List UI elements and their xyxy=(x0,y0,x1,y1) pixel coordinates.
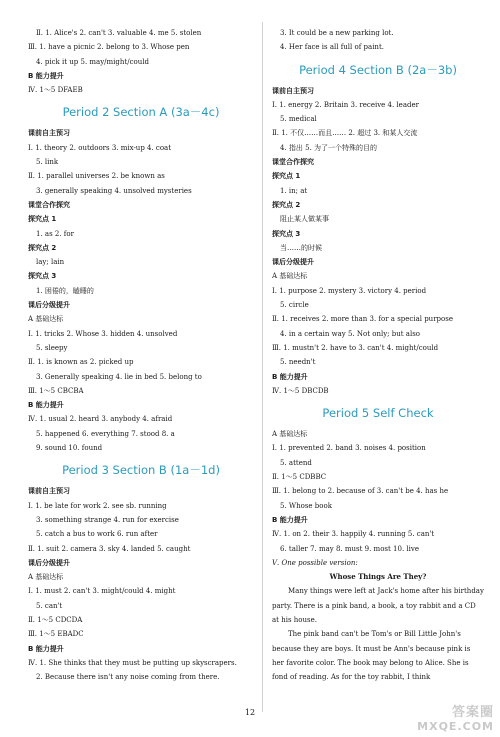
section-label: 探究点 2 xyxy=(28,243,57,252)
section-label: B 能力提升 xyxy=(272,515,308,524)
answer-line: Ⅱ. 1. is known as 2. picked up xyxy=(28,358,134,367)
answer-line: Ⅰ. 1. prevented 2. band 3. noises 4. position xyxy=(272,444,426,453)
answer-line: Ⅳ. 1～5 DBCDB xyxy=(272,386,329,395)
answer-line: 1. 困倦的，瞌睡的 xyxy=(36,286,94,295)
answer-line: Ⅱ. 1. suit 2. camera 3. sky 4. landed 5. caught xyxy=(28,544,191,553)
answer-line: A 基础达标 xyxy=(28,573,64,582)
answer-line: Whose Things Are They? xyxy=(329,572,427,582)
answer-line: Ⅱ. 1～5 CDBBC xyxy=(272,473,327,482)
answer-line: Ⅲ. 1. mustn't 2. have to 3. can't 4. might/could xyxy=(272,343,439,352)
answer-line: 5. sleepy xyxy=(36,343,68,352)
section-label: 课堂合作探究 xyxy=(28,200,70,209)
answer-line: Ⅱ. 1. receives 2. more than 3. for a special purpose xyxy=(272,315,453,324)
column-divider xyxy=(262,22,263,712)
answer-line: 2. Because there isn't any noise coming from there. xyxy=(36,673,220,682)
answer-line: 4. in a certain way 5. Not only; but also xyxy=(280,329,421,338)
section-label: 探究点 3 xyxy=(272,229,301,238)
section-heading: Period 4 Section B (2a－3b) xyxy=(299,62,457,77)
site-watermark xyxy=(417,701,494,733)
answer-line: A 基础达标 xyxy=(272,272,308,281)
watermark-top: 答案圈 xyxy=(451,705,494,720)
section-label: 课后分级提升 xyxy=(28,558,70,567)
answer-line: 4. 指出 5. 为了一个特殊的目的 xyxy=(280,143,378,152)
answer-line: 5. can't xyxy=(36,601,63,610)
essay-paragraph: The pink band can't be Tom's or Bill Little John's because they are boys. It must be Ann's because pink is her favorite color. The book may belong to Alice. She is fond of reading. As for the toy rabbit, I think xyxy=(272,630,471,682)
section-label: 课后分级提升 xyxy=(272,258,314,267)
answer-line: Ⅰ. 1. be late for work 2. see sb. running xyxy=(28,501,167,510)
section-label: 探究点 3 xyxy=(28,272,57,281)
section-label: 课前自主预习 xyxy=(272,86,314,95)
section-label: 课前自主预习 xyxy=(28,487,70,496)
answer-line: Ⅱ. 1. 不仅……而且…… 2. 超过 3. 和某人交流 xyxy=(272,129,418,138)
answer-line: 5. catch a bus to work 6. run after xyxy=(36,530,158,539)
answer-line: Ⅳ. 1. usual 2. heard 3. anybody 4. afraid xyxy=(28,415,173,424)
answer-line: Ⅰ. 1. theory 2. outdoors 3. mix-up 4. coat xyxy=(28,143,172,152)
page-number: 12 xyxy=(244,708,256,717)
answer-line: Ⅱ. 1. Alice's 2. can't 3. valuable 4. me 5. stolen xyxy=(36,29,202,37)
answer-line: 1. as 2. for xyxy=(36,229,74,238)
section-heading: Period 5 Self Check xyxy=(322,406,434,421)
left-column xyxy=(28,26,254,684)
answer-line: 3. something strange 4. run for exercise xyxy=(36,515,179,524)
answer-line: Ⅰ. 1. energy 2. Britain 3. receive 4. leader xyxy=(272,100,419,109)
answer-line: A 基础达标 xyxy=(28,315,64,324)
answer-line: Ⅲ. 1～5 CBCBA xyxy=(28,386,84,395)
answer-line: Ⅳ. 1. on 2. their 3. happily 4. running 5. can't xyxy=(272,530,435,539)
answer-line: Ⅲ. 1～5 EBADC xyxy=(28,630,84,639)
answer-line: 5. link xyxy=(36,158,59,167)
section-label: B 能力提升 xyxy=(272,372,308,381)
answer-line: Ⅲ. 1. have a picnic 2. belong to 3. Whose pen xyxy=(28,43,190,52)
answer-line: Ⅳ. 1～5 DFAEB xyxy=(28,86,83,95)
answer-line: 4. pick it up 5. may/might/could xyxy=(36,57,149,66)
section-label: 探究点 1 xyxy=(28,215,57,224)
answer-line: 当……的时候 xyxy=(280,243,322,252)
answer-line: lay; lain xyxy=(36,258,65,267)
section-label: 探究点 1 xyxy=(272,172,301,181)
answer-line: A 基础达标 xyxy=(272,430,308,439)
answer-line: 3. Generally speaking 4. lie in bed 5. belong to xyxy=(36,372,202,381)
essay-paragraph: Many things were left at Jack's home after his birthday party. There is a pink band, a book, a toy rabbit and a CD at his house. xyxy=(272,587,484,624)
answer-line: Ⅱ. 1. parallel universes 2. be known as xyxy=(28,172,165,181)
answer-line: Ⅰ. 1. purpose 2. mystery 3. victory 4. period xyxy=(272,286,427,295)
right-column xyxy=(272,26,484,684)
answer-line: 5. attend xyxy=(280,458,312,467)
section-label: 探究点 2 xyxy=(272,200,301,209)
section-label: B 能力提升 xyxy=(28,644,64,653)
section-label: 课堂合作探究 xyxy=(272,158,314,167)
answer-line: Ⅴ. One possible version: xyxy=(272,558,358,567)
answer-line: 4. Her face is all full of paint. xyxy=(280,43,384,52)
answer-line: 阻止某人做某事 xyxy=(280,215,329,224)
answer-line: Ⅲ. 1. belong to 2. because of 3. can't be 4. has he xyxy=(272,487,449,496)
answer-line: Ⅳ. 1. She thinks that they must be putting up skyscrapers. xyxy=(28,658,237,667)
answer-line: 3. It could be a new parking lot. xyxy=(280,29,394,37)
answer-line: 1. in; at xyxy=(280,186,308,195)
answer-line: 5. needn't xyxy=(280,358,316,367)
answer-line: 5. happened 6. everything 7. stood 8. a xyxy=(36,429,175,438)
section-label: B 能力提升 xyxy=(28,71,64,80)
answer-line: 6. taller 7. may 8. must 9. most 10. live xyxy=(280,544,419,553)
section-heading: Period 3 Section B (1a－1d) xyxy=(62,463,220,478)
answer-line: Ⅰ. 1. tricks 2. Whose 3. hidden 4. unsolved xyxy=(28,329,178,338)
section-label: 课后分级提升 xyxy=(28,301,70,310)
answer-line: Ⅱ. 1～5 CDCDA xyxy=(28,615,83,624)
watermark-bottom: MXQE.COM xyxy=(417,720,494,733)
answer-line: 5. medical xyxy=(280,115,317,124)
section-label: 课前自主预习 xyxy=(28,129,70,138)
answer-line: 5. Whose book xyxy=(280,501,332,510)
answer-line: Ⅰ. 1. must 2. can't 3. might/could 4. might xyxy=(28,587,176,596)
answer-line: 3. generally speaking 4. unsolved mysteries xyxy=(36,186,192,195)
answer-line: 5. circle xyxy=(280,301,309,310)
answer-line: 9. sound 10. found xyxy=(36,444,103,453)
section-heading: Period 2 Section A (3a－4c) xyxy=(62,105,220,120)
section-label: B 能力提升 xyxy=(28,401,64,410)
